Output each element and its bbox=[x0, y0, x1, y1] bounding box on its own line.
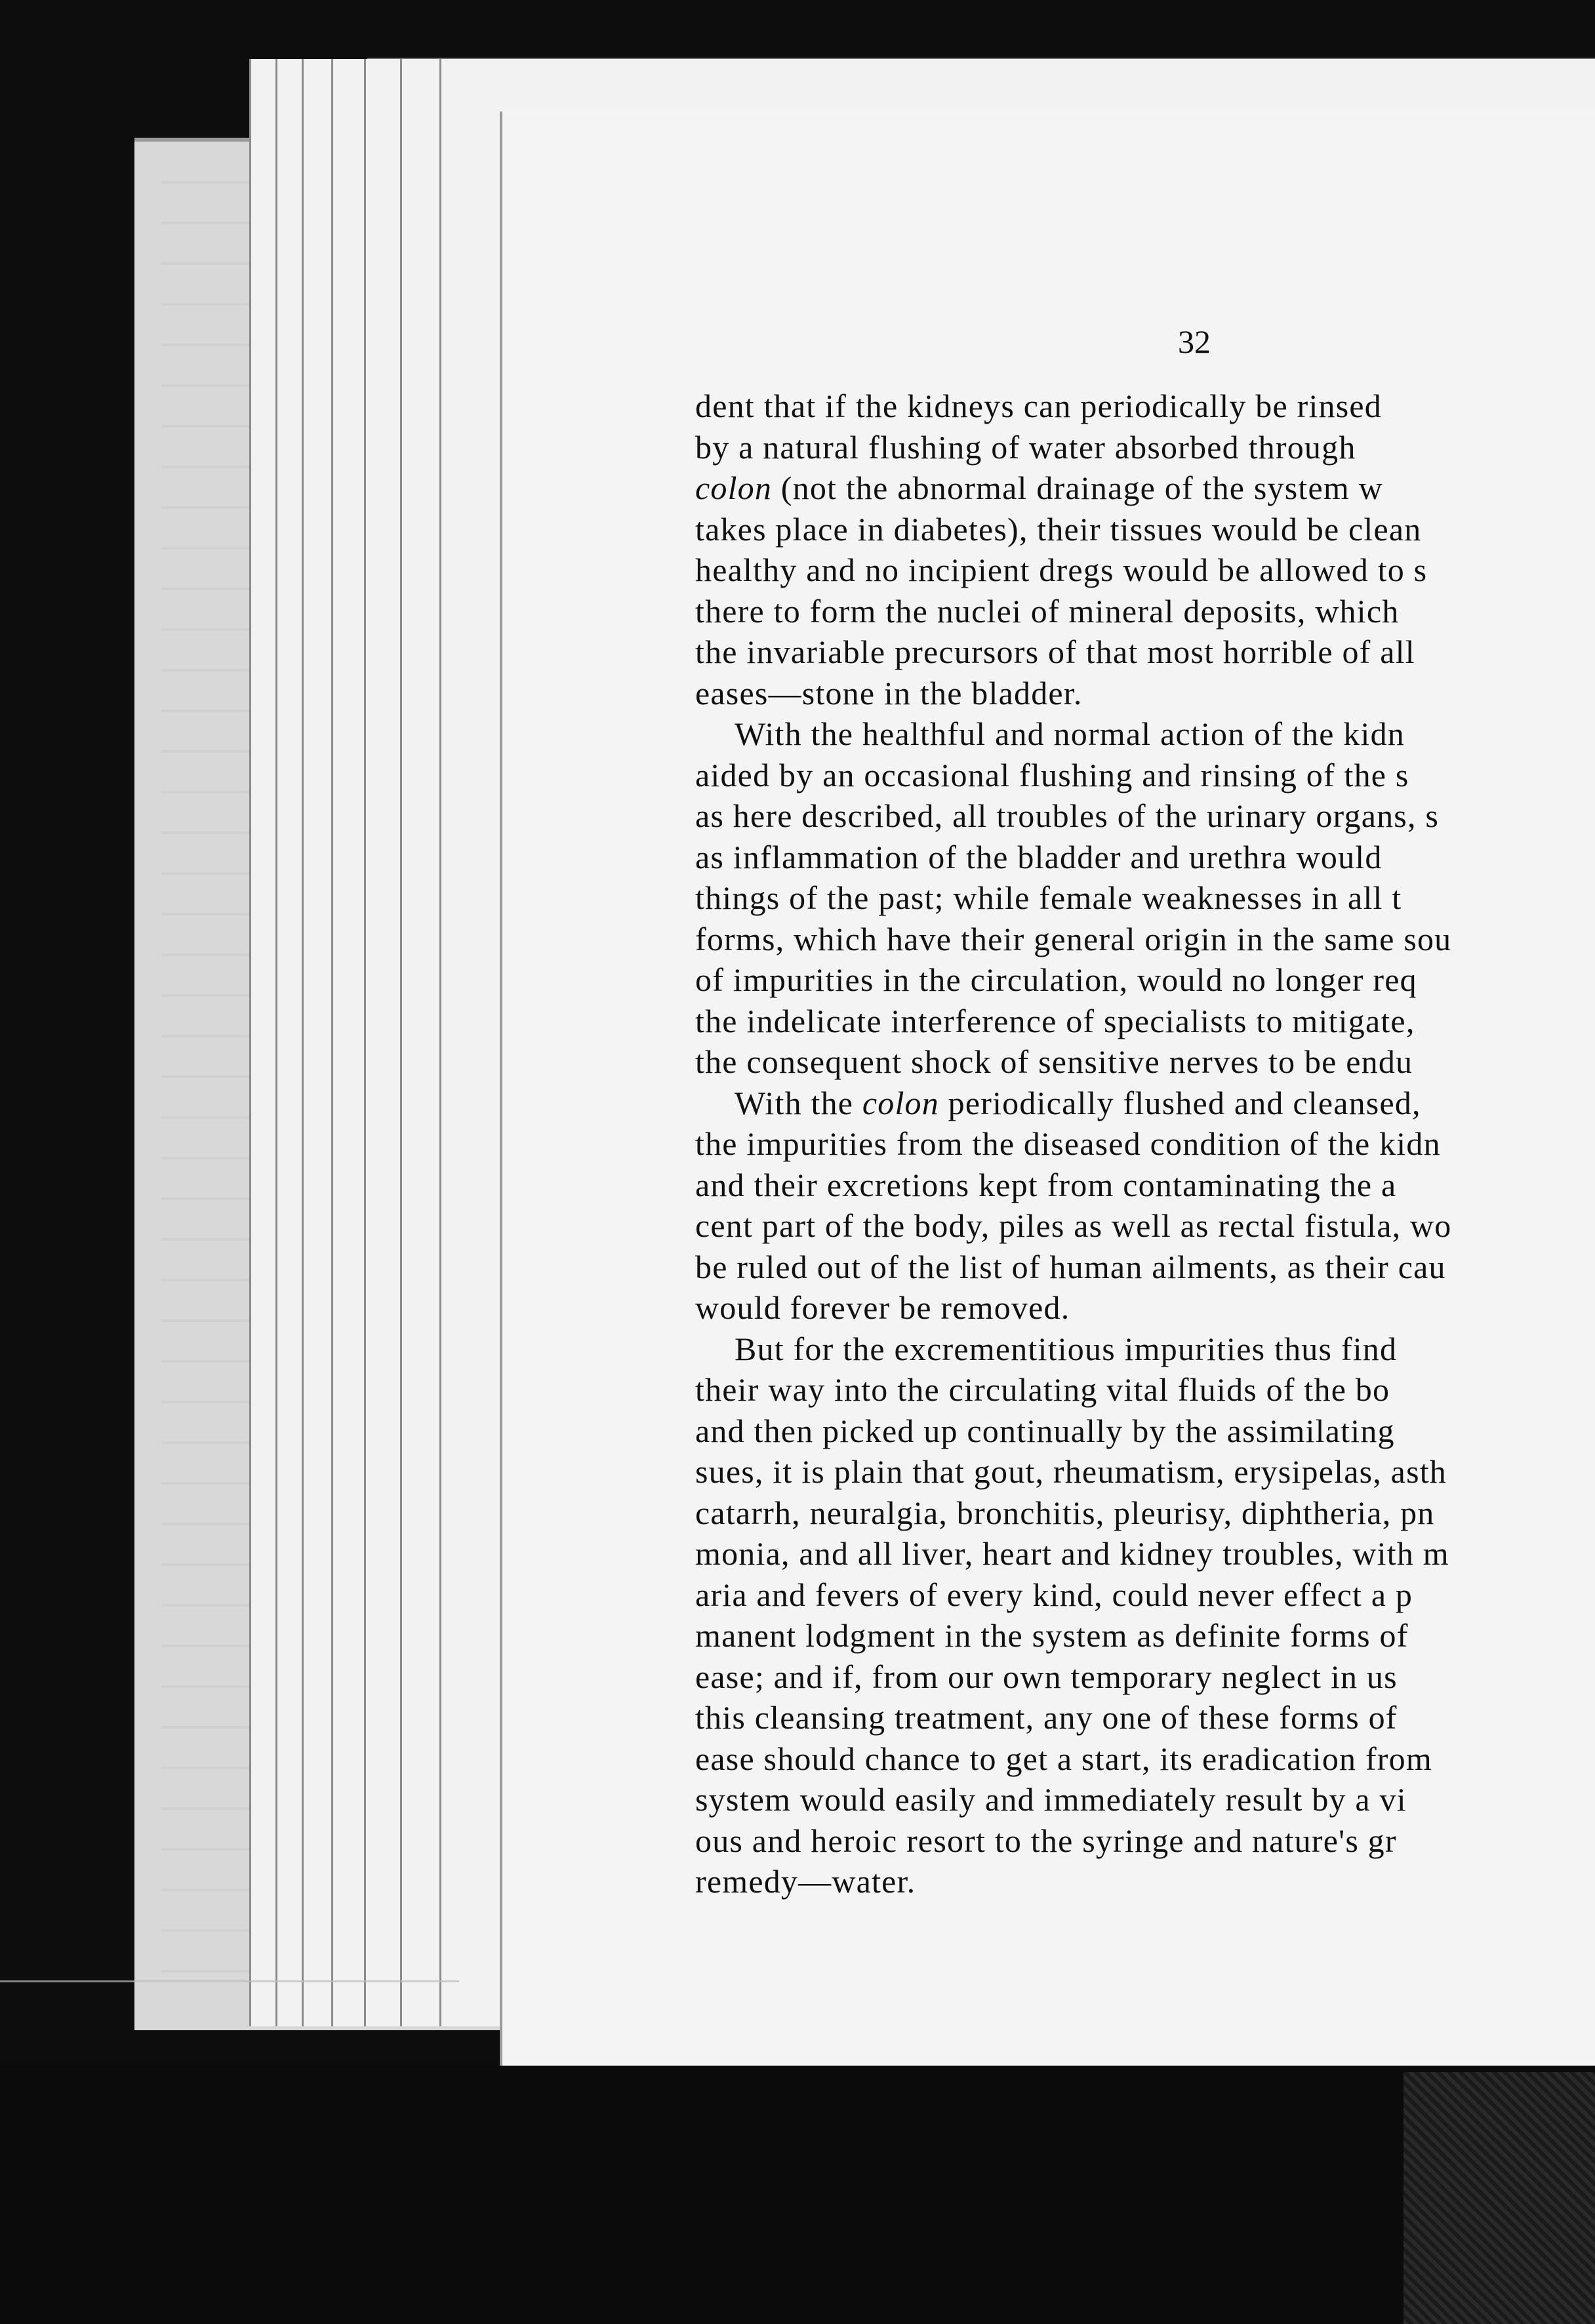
line-text: the impurities from the diseased condition of the kidn bbox=[695, 1125, 1441, 1162]
text-line bbox=[695, 1329, 1595, 1370]
page-number: 32 bbox=[1178, 323, 1211, 360]
text-line bbox=[695, 755, 1595, 796]
text-line bbox=[695, 1041, 1595, 1083]
line-text: dent that if the kidneys can periodically be rinsed bbox=[695, 388, 1382, 424]
line-text: as inflammation of the bladder and urethra would bbox=[695, 838, 1383, 875]
book-page bbox=[500, 111, 1595, 2066]
text-line bbox=[695, 386, 1595, 427]
line-text: would forever be removed. bbox=[695, 1289, 1070, 1326]
text-line bbox=[695, 1205, 1595, 1247]
line-text: of impurities in the circulation, would no longer req bbox=[695, 961, 1417, 998]
line-text: takes place in diabetes), their tissues would be clean bbox=[695, 510, 1422, 548]
text-line bbox=[695, 1861, 1595, 1902]
page-text bbox=[695, 386, 1595, 1902]
line-text: healthy and no incipient dregs would be allowed to s bbox=[695, 551, 1428, 588]
line-text: ous and heroic resort to the syringe and nature's gr bbox=[695, 1822, 1397, 1859]
line-text: periodically flushed and cleansed, bbox=[939, 1084, 1421, 1121]
text-line bbox=[695, 427, 1595, 468]
text-line bbox=[695, 1287, 1595, 1329]
line-text: system would easily and immediately result by a vi bbox=[695, 1781, 1407, 1818]
text-line bbox=[695, 919, 1595, 960]
italic-text: colon bbox=[862, 1084, 939, 1121]
line-text: by a natural flushing of water absorbed through bbox=[695, 428, 1356, 466]
line-text: cent part of the body, piles as well as rectal fistula, wo bbox=[695, 1207, 1452, 1244]
text-line bbox=[695, 1697, 1595, 1738]
italic-text: colon bbox=[695, 470, 773, 506]
line-text: aided by an occasional flushing and rinsing of the s bbox=[695, 756, 1409, 793]
line-text: there to form the nuclei of mineral deposits, which bbox=[695, 592, 1400, 630]
text-line bbox=[695, 1411, 1595, 1452]
line-text: (not the abnormal drainage of the system w bbox=[772, 470, 1383, 506]
line-text: But for the excrementitious impurities thus find bbox=[735, 1330, 1398, 1367]
line-text: things of the past; while female weaknesses in all t bbox=[695, 879, 1402, 916]
text-line bbox=[695, 673, 1595, 714]
text-line bbox=[695, 1083, 1595, 1124]
line-text: as here described, all troubles of the urinary organs, s bbox=[695, 797, 1439, 834]
line-text: sues, it is plain that gout, rheumatism, erysipelas, asth bbox=[695, 1453, 1447, 1490]
line-text: the invariable precursors of that most horrible of all bbox=[695, 633, 1415, 670]
line-text: and their excretions kept from contaminating the a bbox=[695, 1166, 1397, 1203]
text-line bbox=[695, 713, 1595, 755]
text-line bbox=[695, 1533, 1595, 1574]
text-line bbox=[695, 1123, 1595, 1165]
text-line bbox=[695, 959, 1595, 1001]
text-line bbox=[695, 837, 1595, 878]
text-line bbox=[695, 1738, 1595, 1780]
line-text: ease should chance to get a start, its eradication from bbox=[695, 1740, 1432, 1777]
text-line bbox=[695, 795, 1595, 837]
text-line bbox=[695, 591, 1595, 632]
line-text: this cleansing treatment, any one of these forms of bbox=[695, 1699, 1398, 1736]
line-text: ease; and if, from our own temporary neglect in us bbox=[695, 1658, 1398, 1695]
text-line bbox=[695, 1001, 1595, 1042]
line-text: eases—stone in the bladder. bbox=[695, 674, 1083, 711]
line-text: their way into the circulating vital fluids of the bo bbox=[695, 1371, 1390, 1408]
text-line bbox=[695, 877, 1595, 919]
line-text: remedy—water. bbox=[695, 1863, 916, 1900]
text-line bbox=[695, 1247, 1595, 1288]
line-text: monia, and all liver, heart and kidney troubles, with m bbox=[695, 1535, 1449, 1572]
line-text: be ruled out of the list of human ailments, as their cau bbox=[695, 1248, 1446, 1285]
text-line bbox=[695, 509, 1595, 550]
fabric-texture bbox=[1403, 2072, 1595, 2324]
line-text: the consequent shock of sensitive nerves to be endu bbox=[695, 1043, 1413, 1080]
text-line bbox=[695, 550, 1595, 591]
text-line bbox=[695, 1820, 1595, 1862]
line-text: aria and fevers of every kind, could never effect a p bbox=[695, 1576, 1413, 1613]
text-line bbox=[695, 468, 1595, 509]
text-line bbox=[695, 1779, 1595, 1820]
scan-scratch bbox=[0, 1980, 459, 1982]
dark-background bbox=[0, 2066, 1595, 2324]
line-text: and then picked up continually by the assimilating bbox=[695, 1412, 1395, 1449]
line-text: manent lodgment in the system as definite forms of bbox=[695, 1617, 1409, 1654]
text-line bbox=[695, 1165, 1595, 1206]
text-line bbox=[695, 1493, 1595, 1534]
line-text: catarrh, neuralgia, bronchitis, pleurisy, diphtheria, pn bbox=[695, 1494, 1435, 1531]
text-line bbox=[695, 1574, 1595, 1616]
line-text: With the bbox=[735, 1084, 862, 1121]
line-text: forms, which have their general origin in the same sou bbox=[695, 920, 1452, 957]
line-text: the indelicate interference of specialists to mitigate, bbox=[695, 1002, 1415, 1039]
text-line bbox=[695, 631, 1595, 673]
text-line bbox=[695, 1656, 1595, 1698]
text-line bbox=[695, 1369, 1595, 1411]
line-text: With the healthful and normal action of the kidn bbox=[735, 715, 1405, 752]
text-line bbox=[695, 1615, 1595, 1656]
text-line bbox=[695, 1451, 1595, 1493]
